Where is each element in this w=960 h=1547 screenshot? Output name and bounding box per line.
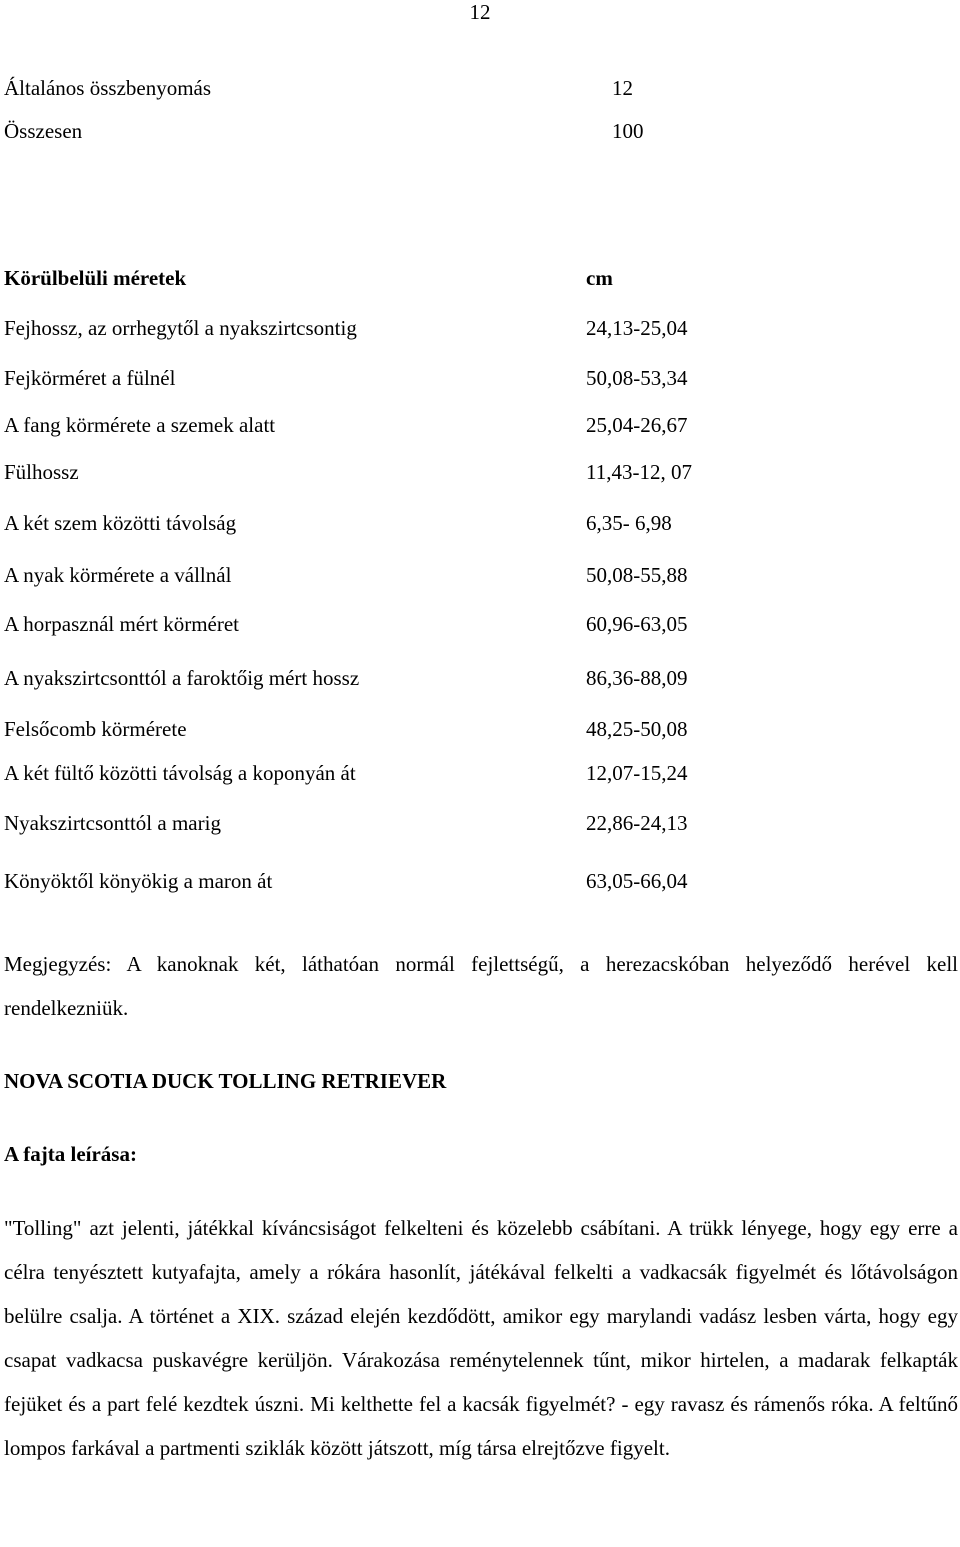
measurements-header-unit: cm — [586, 266, 613, 290]
measurement-value: 22,86-24,13 — [586, 811, 688, 835]
measurement-value: 24,13-25,04 — [586, 316, 688, 340]
measurement-value: 60,96-63,05 — [586, 612, 688, 636]
note-paragraph: Megjegyzés: A kanoknak két, láthatóan normál fejlettségű, a herezacskóban helyeződő herével kell rendelkezniük. — [4, 952, 958, 1020]
measurements-header-label: Körülbelüli méretek — [4, 266, 187, 290]
measurement-value: 50,08-53,34 — [586, 366, 688, 390]
measurement-label: Fejhossz, az orrhegytől a nyakszirtcsontig — [4, 316, 357, 340]
measurement-label: Felsőcomb körmérete — [4, 717, 187, 741]
measurement-label: Fejkörméret a fülnél — [4, 366, 176, 390]
measurement-value: 63,05-66,04 — [586, 869, 688, 893]
section-title: A fajta leírása: — [4, 1142, 137, 1166]
measurement-label: A horpasznál mért körméret — [4, 612, 239, 636]
summary-value-total: 100 — [612, 119, 644, 143]
measurement-label: A két fültő közötti távolság a koponyán át — [4, 761, 356, 785]
measurement-value: 6,35- 6,98 — [586, 511, 672, 535]
measurement-label: Könyöktől könyökig a maron át — [4, 869, 273, 893]
measurement-value: 86,36-88,09 — [586, 666, 688, 690]
page-number: 12 — [469, 0, 491, 24]
measurement-value: 50,08-55,88 — [586, 563, 688, 587]
measurement-value: 11,43-12, 07 — [586, 460, 692, 484]
summary-label-overall: Általános összbenyomás — [4, 76, 212, 100]
measurement-value: 48,25-50,08 — [586, 717, 688, 741]
description-paragraph: "Tolling" azt jelenti, játékkal kíváncsiságot felkelteni és közelebb csábítani. A trükk lényege, hogy egy erre a célra tenyésztett kutyafajta, amely a rókára hasonlít, játékával felkelti a vadkacsák figyelmét és lőtávolságon belülre csalja. A történet a XIX. század elején kezdődött, amikor egy marylandi vadász lesben várta, hogy egy csapat vadkacsa puskavégre kerüljön. Várakozása reménytelennek tűnt, mikor hirtelen, a madarak felkapták fejüket és a part felé kezdtek úszni. Mi kelthette fel a kacsák figyelmét? - egy ravasz és rámenős róka. A feltűnő lompos farkával a partmenti sziklák között játszott, míg társa elrejtőzve figyelt. — [4, 1216, 958, 1460]
measurement-label: A nyakszirtcsonttól a faroktőig mért hossz — [4, 666, 360, 690]
measurement-label: A két szem közötti távolság — [4, 511, 237, 535]
summary-value-overall: 12 — [612, 76, 633, 100]
measurement-value: 12,07-15,24 — [586, 761, 688, 785]
measurement-label: A nyak körmérete a vállnál — [4, 563, 232, 587]
measurement-label: Fülhossz — [4, 460, 79, 484]
measurement-label: A fang körmérete a szemek alatt — [4, 413, 276, 437]
breed-title: NOVA SCOTIA DUCK TOLLING RETRIEVER — [4, 1069, 447, 1093]
summary-label-total: Összesen — [4, 119, 83, 143]
measurement-label: Nyakszirtcsonttól a marig — [4, 811, 221, 835]
measurement-value: 25,04-26,67 — [586, 413, 688, 437]
